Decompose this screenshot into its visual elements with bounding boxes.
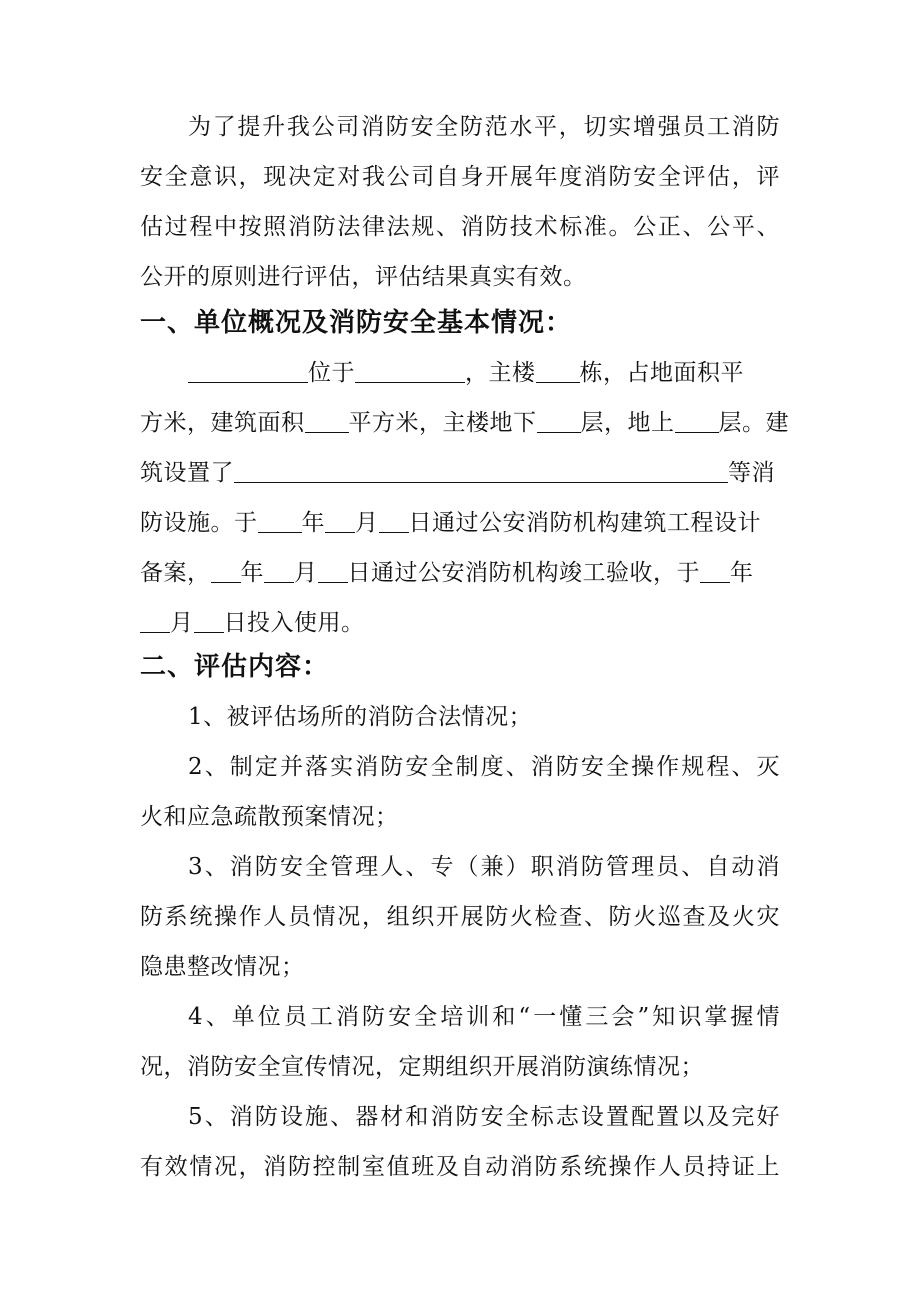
- item-3-line-2: 防系统操作人员情况，组织开展防火检查、防火巡查及火灾: [140, 904, 780, 930]
- blank-floors-below[interactable]: [537, 410, 581, 433]
- item-1-line-1: 1、被评估场所的消防合法情况；: [188, 704, 533, 730]
- blank-use-day[interactable]: [194, 610, 224, 633]
- blank-building-area[interactable]: [305, 410, 349, 433]
- section-1-line-6: 月 日投入使用。: [140, 608, 365, 638]
- section-1-heading: 一、单位概况及消防安全基本情况：: [140, 308, 573, 338]
- section-2-heading: 二、评估内容：: [140, 652, 330, 682]
- section-1-line-3: 筑设置了 等消: [140, 460, 775, 486]
- blank-building-count[interactable]: [536, 360, 580, 383]
- item-3-line-3: 隐患整改情况；: [140, 954, 305, 980]
- blank-floors-above[interactable]: [675, 410, 719, 433]
- blank-acceptance-day[interactable]: [318, 560, 348, 583]
- item-3-line-1: 3、消防安全管理人、专（兼）职消防管理员、自动消: [188, 854, 780, 880]
- blank-design-year[interactable]: [258, 510, 302, 533]
- blank-acceptance-year[interactable]: [211, 560, 241, 583]
- blank-design-month[interactable]: [325, 510, 355, 533]
- intro-line-3: 估过程中按照消防法律法规、消防技术标准。公正、公平、: [140, 214, 780, 240]
- intro-line-2: 安全意识，现决定对我公司自身开展年度消防安全评估，评: [140, 164, 780, 190]
- blank-facilities[interactable]: [234, 460, 728, 483]
- section-1-line-5: 备案， 年 月 日通过公安消防机构竣工验收，于 年: [140, 560, 754, 586]
- blank-acceptance-month[interactable]: [264, 560, 294, 583]
- intro-line-4: 公开的原则进行评估，评估结果真实有效。: [140, 264, 587, 290]
- item-4-line-1: 4、单位员工消防安全培训和“一懂三会”知识掌握情: [188, 1004, 780, 1030]
- item-2-line-1: 2、制定并落实消防安全制度、消防安全操作规程、灭: [188, 754, 780, 780]
- section-1-line-4: 防设施。于 年 月 日通过公安消防机构建筑工程设计: [140, 510, 761, 536]
- blank-use-year[interactable]: [700, 560, 730, 583]
- blank-design-day[interactable]: [379, 510, 409, 533]
- blank-location[interactable]: [355, 360, 465, 383]
- item-5-line-1: 5、消防设施、器材和消防安全标志设置配置以及完好: [188, 1104, 780, 1130]
- blank-use-month[interactable]: [140, 610, 170, 633]
- section-1-line-2: 方米，建筑面积 平方米，主楼地下 层，地上 层。建: [140, 410, 789, 436]
- blank-unit-name[interactable]: [188, 360, 308, 383]
- intro-line-1: 为了提升我公司消防安全防范水平，切实增强员工消防: [188, 114, 780, 140]
- item-5-line-2: 有效情况，消防控制室值班及自动消防系统操作人员持证上: [140, 1154, 780, 1180]
- item-2-line-2: 火和应急疏散预案情况；: [140, 804, 399, 830]
- item-4-line-2: 况，消防安全宣传情况，定期组织开展消防演练情况；: [140, 1054, 704, 1080]
- section-1-line-1: 位于 ，主楼 栋，占地面积平: [188, 358, 744, 388]
